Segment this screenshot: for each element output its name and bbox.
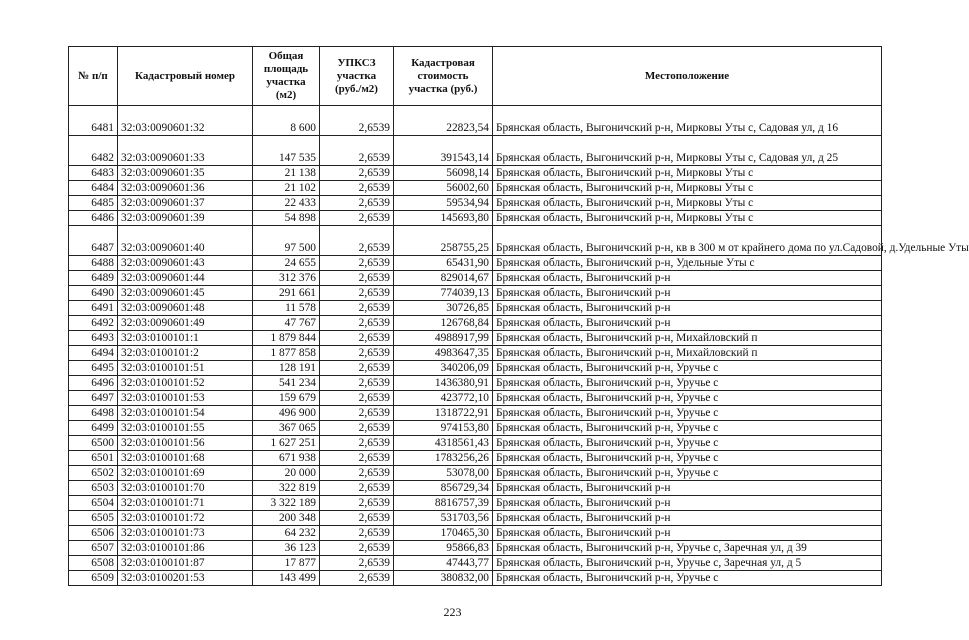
row-cost: 4988917,99 (394, 331, 493, 346)
row-area: 22 433 (253, 196, 320, 211)
row-area: 3 322 189 (253, 496, 320, 511)
row-location: Брянская область, Выгоничский р-н, Удельные Уты с (493, 256, 882, 271)
row-cadastral-number: 32:03:0100101:56 (118, 436, 253, 451)
row-location: Брянская область, Выгоничский р-н, Уручье с (493, 571, 882, 586)
row-cadastral-number: 32:03:0100101:2 (118, 346, 253, 361)
row-location: Брянская область, Выгоничский р-н (493, 301, 882, 316)
row-location: Брянская область, Выгоничский р-н, Уручье с (493, 466, 882, 481)
row-cost: 145693,80 (394, 211, 493, 226)
table-row (69, 481, 882, 496)
table-row (69, 571, 882, 586)
row-cost: 56002,60 (394, 181, 493, 196)
row-cost: 774039,13 (394, 286, 493, 301)
row-location: Брянская область, Выгоничский р-н (493, 271, 882, 286)
row-area: 47 767 (253, 316, 320, 331)
row-upksz: 2,6539 (320, 541, 394, 556)
row-location: Брянская область, Выгоничский р-н, Уручье с (493, 406, 882, 421)
row-location: Брянская область, Выгоничский р-н, Уручье с (493, 451, 882, 466)
row-upksz: 2,6539 (320, 391, 394, 406)
row-number: 6509 (69, 571, 118, 586)
row-area: 97 500 (253, 226, 320, 256)
table-row (69, 181, 882, 196)
row-location: Брянская область, Выгоничский р-н, Мирковы Уты с (493, 196, 882, 211)
row-cost: 856729,34 (394, 481, 493, 496)
row-location: Брянская область, Выгоничский р-н, Уручье с, Заречная ул, д 39 (493, 541, 882, 556)
row-cost: 258755,25 (394, 226, 493, 256)
row-cost: 340206,09 (394, 361, 493, 376)
row-cost: 380832,00 (394, 571, 493, 586)
row-number: 6484 (69, 181, 118, 196)
row-cadastral-number: 32:03:0090601:48 (118, 301, 253, 316)
row-upksz: 2,6539 (320, 346, 394, 361)
cadastral-table (68, 46, 969, 586)
row-number: 6487 (69, 226, 118, 256)
row-cadastral-number: 32:03:0090601:40 (118, 226, 253, 256)
row-number: 6506 (69, 526, 118, 541)
table-row (69, 466, 882, 481)
row-area: 143 499 (253, 571, 320, 586)
row-number: 6486 (69, 211, 118, 226)
row-area: 1 877 858 (253, 346, 320, 361)
row-area: 291 661 (253, 286, 320, 301)
row-number: 6501 (69, 451, 118, 466)
row-upksz: 2,6539 (320, 496, 394, 511)
row-area: 200 348 (253, 511, 320, 526)
row-number: 6493 (69, 331, 118, 346)
row-cost: 65431,90 (394, 256, 493, 271)
table-row (69, 496, 882, 511)
row-location: Брянская область, Выгоничский р-н, Уручье с (493, 421, 882, 436)
row-cost: 56098,14 (394, 166, 493, 181)
row-upksz: 2,6539 (320, 211, 394, 226)
row-location: Брянская область, Выгоничский р-н (493, 496, 882, 511)
table-row (69, 106, 882, 136)
row-cost: 1783256,26 (394, 451, 493, 466)
table-row (69, 421, 882, 436)
row-number: 6508 (69, 556, 118, 571)
row-cadastral-number: 32:03:0100101:52 (118, 376, 253, 391)
row-area: 54 898 (253, 211, 320, 226)
row-cadastral-number: 32:03:0100101:71 (118, 496, 253, 511)
table-header-row (69, 47, 882, 106)
row-area: 24 655 (253, 256, 320, 271)
row-cost: 4318561,43 (394, 436, 493, 451)
row-upksz: 2,6539 (320, 436, 394, 451)
table-row (69, 211, 882, 226)
row-area: 36 123 (253, 541, 320, 556)
row-location: Брянская область, Выгоничский р-н, Мирковы Уты с (493, 166, 882, 181)
row-cost: 53078,00 (394, 466, 493, 481)
row-cost: 47443,77 (394, 556, 493, 571)
row-cadastral-number: 32:03:0090601:36 (118, 181, 253, 196)
row-location: Брянская область, Выгоничский р-н, Мирковы Уты с (493, 181, 882, 196)
row-upksz: 2,6539 (320, 376, 394, 391)
table-row (69, 196, 882, 211)
row-area: 1 879 844 (253, 331, 320, 346)
row-area: 64 232 (253, 526, 320, 541)
row-upksz: 2,6539 (320, 271, 394, 286)
row-area: 159 679 (253, 391, 320, 406)
row-upksz: 2,6539 (320, 466, 394, 481)
row-upksz: 2,6539 (320, 526, 394, 541)
row-upksz: 2,6539 (320, 406, 394, 421)
row-area: 147 535 (253, 136, 320, 166)
row-number: 6483 (69, 166, 118, 181)
row-number: 6504 (69, 496, 118, 511)
row-location: Брянская область, Выгоничский р-н (493, 286, 882, 301)
row-location: Брянская область, Выгоничский р-н, Мирковы Уты с (493, 211, 882, 226)
row-cost: 126768,84 (394, 316, 493, 331)
row-cadastral-number: 32:03:0100101:69 (118, 466, 253, 481)
row-upksz: 2,6539 (320, 421, 394, 436)
row-location: Брянская область, Выгоничский р-н, Уручье с (493, 376, 882, 391)
row-cadastral-number: 32:03:0090601:43 (118, 256, 253, 271)
row-upksz: 2,6539 (320, 196, 394, 211)
row-number: 6498 (69, 406, 118, 421)
row-area: 496 900 (253, 406, 320, 421)
row-cadastral-number: 32:03:0100101:54 (118, 406, 253, 421)
row-upksz: 2,6539 (320, 256, 394, 271)
row-cost: 974153,80 (394, 421, 493, 436)
row-area: 17 877 (253, 556, 320, 571)
table-row (69, 376, 882, 391)
row-cost: 95866,83 (394, 541, 493, 556)
table-row (69, 331, 882, 346)
row-cadastral-number: 32:03:0090601:32 (118, 106, 253, 136)
row-upksz: 2,6539 (320, 106, 394, 136)
row-upksz: 2,6539 (320, 166, 394, 181)
row-cost: 829014,67 (394, 271, 493, 286)
row-upksz: 2,6539 (320, 286, 394, 301)
row-location: Брянская область, Выгоничский р-н, Уручье с (493, 391, 882, 406)
row-number: 6505 (69, 511, 118, 526)
row-cadastral-number: 32:03:0100101:72 (118, 511, 253, 526)
row-cost: 22823,54 (394, 106, 493, 136)
row-cadastral-number: 32:03:0100201:53 (118, 571, 253, 586)
row-upksz: 2,6539 (320, 301, 394, 316)
row-cadastral-number: 32:03:0100101:68 (118, 451, 253, 466)
row-number: 6485 (69, 196, 118, 211)
row-number: 6507 (69, 541, 118, 556)
row-location: Брянская область, Выгоничский р-н (493, 511, 882, 526)
row-area: 322 819 (253, 481, 320, 496)
table-row (69, 406, 882, 421)
row-number: 6499 (69, 421, 118, 436)
row-number: 6502 (69, 466, 118, 481)
row-area: 8 600 (253, 106, 320, 136)
table-row (69, 436, 882, 451)
row-location: Брянская область, Выгоничский р-н, Уручье с, Заречная ул, д 5 (493, 556, 882, 571)
row-upksz: 2,6539 (320, 181, 394, 196)
header-cadnum: Кадастровый номер (118, 47, 253, 106)
row-cost: 531703,56 (394, 511, 493, 526)
row-upksz: 2,6539 (320, 331, 394, 346)
row-cadastral-number: 32:03:0090601:35 (118, 166, 253, 181)
row-cadastral-number: 32:03:0090601:37 (118, 196, 253, 211)
row-cadastral-number: 32:03:0090601:45 (118, 286, 253, 301)
row-number: 6488 (69, 256, 118, 271)
row-number: 6492 (69, 316, 118, 331)
row-number: 6489 (69, 271, 118, 286)
row-location: Брянская область, Выгоничский р-н, Уручье с (493, 361, 882, 376)
row-location: Брянская область, Выгоничский р-н (493, 526, 882, 541)
row-location: Брянская область, Выгоничский р-н (493, 481, 882, 496)
table-row (69, 286, 882, 301)
row-number: 6490 (69, 286, 118, 301)
row-area: 367 065 (253, 421, 320, 436)
table-row (69, 451, 882, 466)
row-area: 20 000 (253, 466, 320, 481)
row-number: 6497 (69, 391, 118, 406)
row-upksz: 2,6539 (320, 511, 394, 526)
row-area: 541 234 (253, 376, 320, 391)
header-location: Местоположение (493, 47, 882, 106)
header-num: № п/п (69, 47, 118, 106)
row-area: 671 938 (253, 451, 320, 466)
row-upksz: 2,6539 (320, 451, 394, 466)
row-location: Брянская область, Выгоничский р-н, кв в 300 м от крайнего дома по ул.Садовой, д.Удельные Уты (493, 226, 882, 256)
row-cadastral-number: 32:03:0100101:70 (118, 481, 253, 496)
row-upksz: 2,6539 (320, 361, 394, 376)
row-number: 6481 (69, 106, 118, 136)
table-row (69, 301, 882, 316)
row-upksz: 2,6539 (320, 226, 394, 256)
row-cost: 1436380,91 (394, 376, 493, 391)
row-cost: 30726,85 (394, 301, 493, 316)
row-number: 6496 (69, 376, 118, 391)
row-number: 6503 (69, 481, 118, 496)
table-row (69, 271, 882, 286)
table-row (69, 226, 882, 256)
row-location: Брянская область, Выгоничский р-н, Мирковы Уты с, Садовая ул, д 16 (493, 106, 882, 136)
row-cadastral-number: 32:03:0100101:55 (118, 421, 253, 436)
row-cadastral-number: 32:03:0100101:1 (118, 331, 253, 346)
row-cadastral-number: 32:03:0090601:49 (118, 316, 253, 331)
row-location: Брянская область, Выгоничский р-н, Михайловский п (493, 346, 882, 361)
row-cadastral-number: 32:03:0100101:87 (118, 556, 253, 571)
row-upksz: 2,6539 (320, 481, 394, 496)
header-cost: Кадастровая стоимость участка (руб.) (394, 47, 493, 106)
row-number: 6495 (69, 361, 118, 376)
table-row (69, 316, 882, 331)
row-number: 6494 (69, 346, 118, 361)
table-row (69, 136, 882, 166)
table-row (69, 526, 882, 541)
row-cost: 1318722,91 (394, 406, 493, 421)
row-area: 1 627 251 (253, 436, 320, 451)
row-number: 6482 (69, 136, 118, 166)
table-row (69, 346, 882, 361)
header-area: Общая площадь участка (м2) (253, 47, 320, 106)
row-cadastral-number: 32:03:0090601:39 (118, 211, 253, 226)
table-row (69, 391, 882, 406)
table-row (69, 511, 882, 526)
row-cadastral-number: 32:03:0100101:53 (118, 391, 253, 406)
row-area: 21 102 (253, 181, 320, 196)
row-cadastral-number: 32:03:0100101:73 (118, 526, 253, 541)
row-location: Брянская область, Выгоничский р-н, Михайловский п (493, 331, 882, 346)
table-row (69, 166, 882, 181)
row-area: 312 376 (253, 271, 320, 286)
row-upksz: 2,6539 (320, 556, 394, 571)
row-location: Брянская область, Выгоничский р-н, Мирковы Уты с, Садовая ул, д 25 (493, 136, 882, 166)
row-cadastral-number: 32:03:0100101:51 (118, 361, 253, 376)
row-cost: 423772,10 (394, 391, 493, 406)
row-cost: 391543,14 (394, 136, 493, 166)
table-row (69, 556, 882, 571)
table-row (69, 256, 882, 271)
row-cost: 8816757,39 (394, 496, 493, 511)
row-area: 128 191 (253, 361, 320, 376)
row-cost: 4983647,35 (394, 346, 493, 361)
page-number: 223 (443, 605, 462, 619)
row-upksz: 2,6539 (320, 571, 394, 586)
row-number: 6491 (69, 301, 118, 316)
row-upksz: 2,6539 (320, 136, 394, 166)
row-cadastral-number: 32:03:0090601:44 (118, 271, 253, 286)
row-upksz: 2,6539 (320, 316, 394, 331)
row-location: Брянская область, Выгоничский р-н, Уручье с (493, 436, 882, 451)
row-cadastral-number: 32:03:0100101:86 (118, 541, 253, 556)
header-upksz: УПКСЗ участка (руб./м2) (320, 47, 394, 106)
table-row (69, 541, 882, 556)
row-cost: 170465,30 (394, 526, 493, 541)
row-area: 11 578 (253, 301, 320, 316)
row-area: 21 138 (253, 166, 320, 181)
row-location: Брянская область, Выгоничский р-н (493, 316, 882, 331)
row-cadastral-number: 32:03:0090601:33 (118, 136, 253, 166)
row-number: 6500 (69, 436, 118, 451)
row-cost: 59534,94 (394, 196, 493, 211)
table-row (69, 361, 882, 376)
